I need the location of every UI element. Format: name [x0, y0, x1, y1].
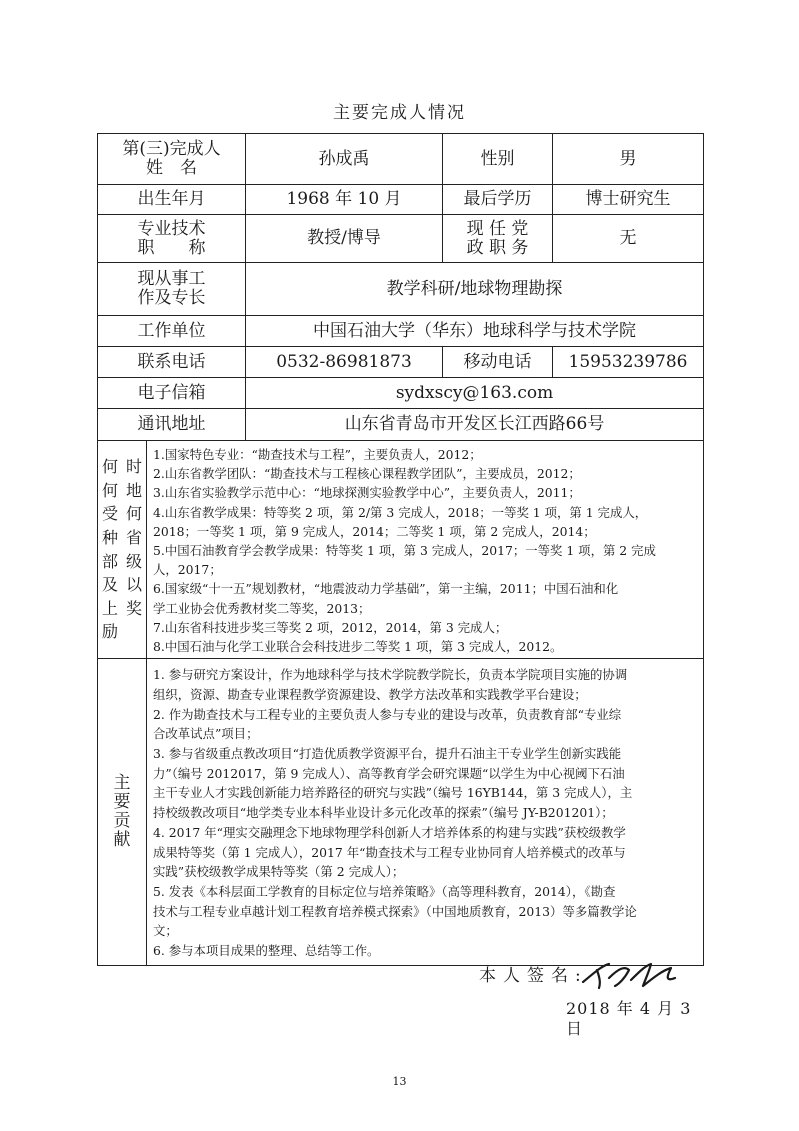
contrib-label-char: 要 [113, 792, 131, 812]
contrib-label-cell [98, 659, 147, 966]
list-item: 1. 参与研究方案设计，作为地球科学与技术学院教学院长，负责本学院项目实施的协调 [153, 667, 628, 683]
work-label-line2: 作及专长 [137, 288, 206, 308]
contrib-label-char: 主 [113, 773, 131, 793]
list-item: 实践”获校级教学成果特等奖（第 2 完成人）； [153, 864, 405, 880]
gender-label: 性别 [443, 134, 553, 185]
list-item: 7.山东省科技进步奖三等奖 2 项，2012，2014，第 3 完成人； [153, 619, 508, 635]
list-item: 2. 作为勘查技术与工程专业的主要负责人参与专业的建设与改革，负责教育部“专业综 [153, 706, 622, 722]
list-item: 2.山东省教学团队：“勘查技术与工程核心课程教学团队”，主要成员，2012； [153, 466, 581, 482]
email-label: 电子信箱 [98, 378, 246, 409]
list-item: 3. 参与省级重点教改项目“打造优质教学资源平台，提升石油主干专业学生创新实践能 [153, 746, 622, 762]
list-item: 持校级教改项目“地学类专业本科毕业设计多元化改革的探索”（编号 JY-B201201）； [153, 805, 614, 821]
phone-label: 联系电话 [98, 347, 246, 378]
address-label: 通讯地址 [98, 409, 246, 441]
awards-list [147, 441, 704, 659]
contrib-label-char: 贡 [113, 811, 131, 831]
list-item: 5. 发表《本科层面工学教育的目标定位与培养策略》（高等理科教育，2014），《勘查 [153, 883, 616, 899]
list-item: 人，2017； [153, 562, 222, 578]
contributions-list [147, 659, 704, 1038]
edu-label: 最后学历 [443, 185, 553, 215]
work-value: 教学科研/地球物理勘探 [246, 263, 704, 316]
list-item: 主干专业人才实践创新能力培养路径的研究与实践”（编号 16YB144，第 3 完成人），主 [153, 785, 633, 801]
list-item: 技术与工程专业卓越计划工程教育培养模式探索》（中国地质教育，2013）等多篇教学论 [153, 903, 637, 919]
edu-value: 博士研究生 [553, 185, 704, 215]
title-value: 教授/博导 [246, 215, 443, 263]
list-item: 学工业协会优秀教材奖二等奖，2013； [153, 600, 371, 616]
unit-label: 工作单位 [98, 316, 246, 347]
list-item: 4.山东省教学成果：特等奖 2 项，第 2/第 3 完成人，2018；一等奖 1 项，第 1 完成人， [153, 504, 648, 520]
list-item: 8.中国石油与化学工业联合会科技进步二等奖 1 项，第 3 完成人，2012。 [153, 639, 563, 655]
title-label-line2: 职 称 [137, 237, 206, 258]
phone-value: 0532-86981873 [246, 347, 443, 378]
mobile-value: 15953239786 [553, 347, 704, 378]
title-label-line1: 专业技术 [137, 218, 206, 239]
birth-label: 出生年月 [98, 185, 246, 215]
contrib-label-char: 献 [113, 830, 131, 850]
email-value: sydxscy@163.com [246, 378, 704, 409]
post-label-cell [443, 215, 553, 263]
post-value: 无 [553, 215, 704, 263]
order-name-label-cell [98, 134, 246, 185]
page-number: 13 [392, 1075, 407, 1088]
title-label-cell [98, 215, 246, 263]
work-label-line1: 现从事工 [137, 269, 206, 289]
list-item: 1.国家特色专业：“勘查技术与工程”，主要负责人，2012； [153, 447, 482, 462]
list-item: 合改革试点”项目； [153, 726, 259, 742]
post-label-line2: 政 职 务 [466, 237, 529, 258]
page-title: 主要完成人情况 [333, 103, 466, 123]
mobile-label: 移动电话 [443, 347, 553, 378]
list-item: 6. 参与本项目成果的整理、总结等工作。 [153, 943, 380, 959]
list-item: 6.国家级“十一五”规划教材，“地震波动力学基础”，第一主编，2011；中国石油和化 [153, 581, 619, 597]
awards-label: 何 何 受 种 部 及 上 励 时 地 何 省 级 以 奖 [102, 457, 143, 642]
list-item: 力”（编号 2012017，第 9 完成人）、高等教育学会研究课题“以学生为中心视阈下石油 [153, 765, 625, 781]
list-item: 5.中国石油教育学会教学成果：特等奖 1 项，第 3 完成人，2017；一等奖 1 项，第 2 完成 [153, 543, 656, 559]
order-label: 第(三)完成人 [122, 139, 221, 159]
list-item: 成果特等奖（第 1 完成人），2017 年“勘查技术与工程专业协同育人培养模式的改革与 [153, 844, 626, 860]
gender-value: 男 [553, 134, 704, 185]
sign-date: 2018 年 4 月 3日 [566, 999, 692, 1038]
list-item: 3.山东省实验教学示范中心：“地球探测实验教学中心”，主要负责人，2011； [153, 485, 581, 501]
name-value: 孙成禹 [246, 134, 443, 185]
list-item: 文； [153, 923, 178, 939]
form-table [97, 133, 704, 1038]
unit-value: 中国石油大学（华东）地球科学与技术学院 [246, 316, 704, 347]
list-item: 4. 2017 年“理实交融理念下地球物理学科创新人才培养体系的构建与实践”获校级教学 [153, 824, 626, 840]
signature-label: 本人签名: [479, 966, 588, 987]
list-item: 组织，资源、勘查专业课程教学资源建设、教学方法改革和实践教学平台建设； [153, 686, 587, 702]
address-value: 山东省青岛市开发区长江西路66号 [246, 409, 704, 441]
birth-value: 1968 年 10 月 [246, 185, 443, 215]
post-label-line1: 现 任 党 [466, 218, 529, 239]
awards-label-cell [98, 441, 147, 659]
name-label: 姓 名 [146, 158, 197, 178]
work-label-cell [98, 263, 246, 316]
list-item: 2018；一等奖 1 项，第 9 完成人，2014；二等奖 1 项，第 2 完成人，2014； [153, 523, 596, 539]
signature-mark [579, 956, 689, 992]
